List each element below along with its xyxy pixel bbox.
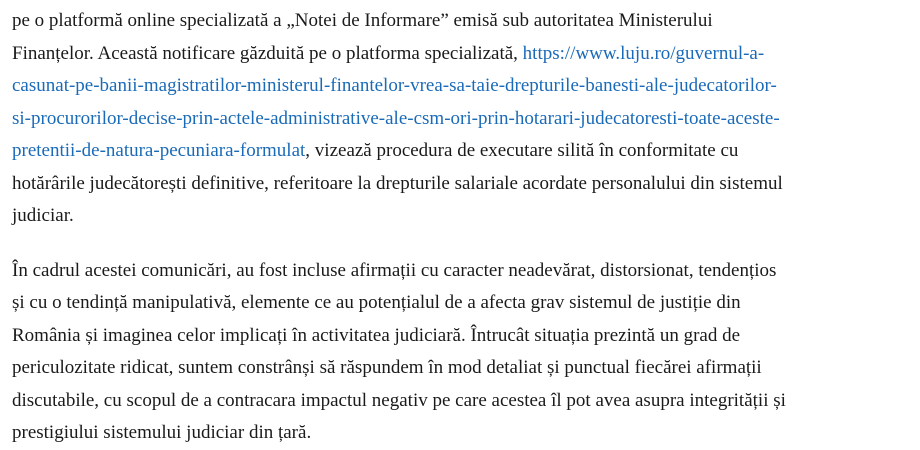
paragraph-1-line-1: pe o platformă online specializată a „Notei de Informare” emisă sub autoritatea Ministerului [12,10,713,31]
paragraph-1-line-4 [12,103,920,136]
paragraph-1-line-5-text: , vizează procedura de executare silită în conformitate cu [305,140,739,161]
paragraph-1-line-6: hotărârile judecătorești definitive, referitoare la drepturile salariale acordate personalului din sistemul [12,172,783,194]
paragraph-2-line-1: În cadrul acestei comunicări, au fost incluse afirmații cu caracter neadevărat, distorsionat, tendențios [12,259,777,281]
paragraph-1 [12,5,920,233]
paragraph-1-line-5 [12,135,920,168]
source-link-part-3[interactable]: si-procurorilor-decise-prin-actele-administrative-ale-csm-ori-prin-hotarari-judecatoresti-toate-aceste- [12,107,780,129]
paragraph-2-line-2: și cu o tendință manipulativă, elemente ce au potențialul de a afecta grav sistemul de justiție din [12,292,741,313]
source-link-part-2[interactable]: casunat-pe-banii-magistratilor-ministerul-finantelor-vrea-sa-taie-drepturile-banesti-ale-judecatorilor- [12,75,777,96]
paragraph-1-line-3 [12,70,920,103]
paragraph-1-line-7: judiciar. [12,205,74,226]
paragraph-2-line-4: periculozitate ridicat, suntem constrânși să răspundem în mod detaliat și punctual fiecărei afirmații [12,357,762,378]
source-link-part-4[interactable]: pretentii-de-natura-pecuniara-formulat [12,140,306,161]
paragraph-1-line-2 [12,38,920,71]
paragraph-2-line-3: România și imaginea celor implicați în activitatea judiciară. Întrucât situația prezintă un grad de [12,324,741,346]
paragraph-2-line-6: prestigiului sistemului judiciar din țară. [12,422,312,443]
paragraph-2 [12,255,920,450]
paragraph-2-line-5: discutabile, cu scopul de a contracara impactul negativ pe care acestea îl pot avea asupra integrității și [12,389,786,411]
paragraph-1-line-2-text: Finanțelor. Această notificare găzduită pe o platforma specializată, [12,42,523,64]
source-link-part-1[interactable]: https://www.luju.ro/guvernul-a- [522,42,765,64]
